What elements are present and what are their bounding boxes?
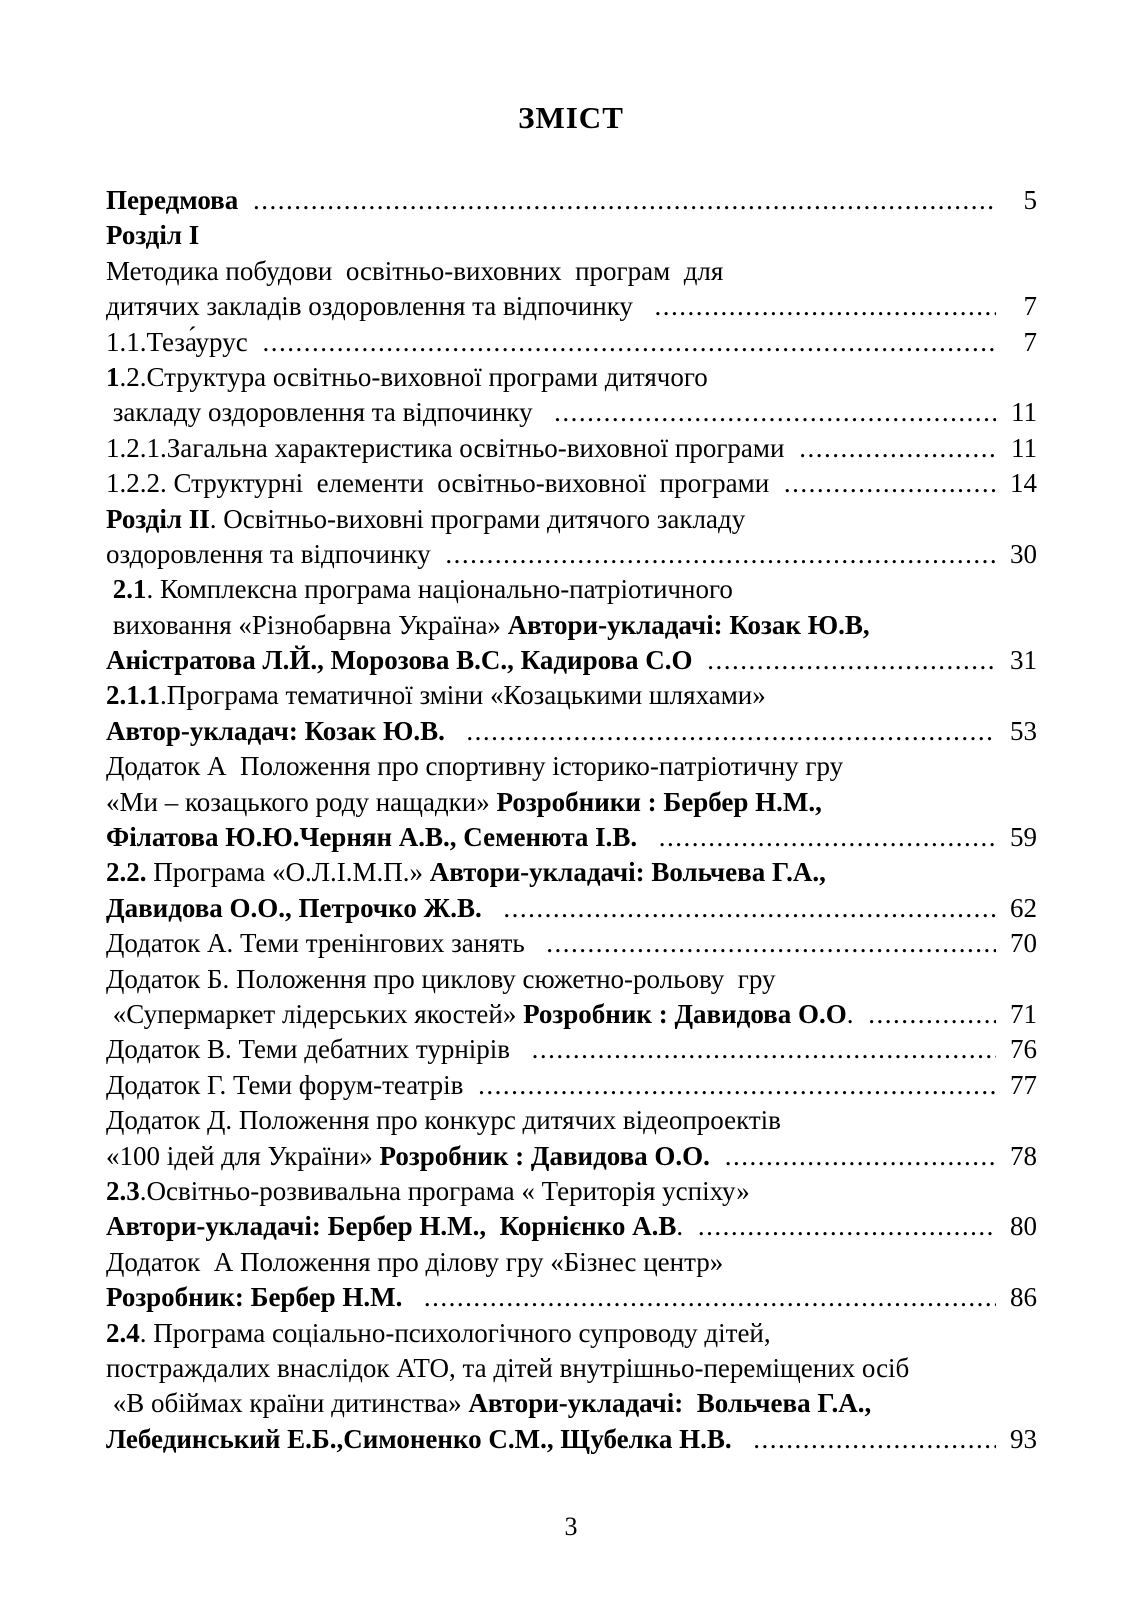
toc-page-number: 70 [1010,928,1037,959]
toc-entry-text: «100 ідей для України» Розробник : Давидова О.О. [106,1140,710,1171]
toc-entry-text: Додаток В. Теми дебатних турнірів [106,1034,524,1065]
dot-leader [659,820,996,855]
toc-entry [106,820,1037,855]
toc-entry-text: Давидова О.О., Петрочко Ж.В. [106,892,496,923]
toc-page-number: 62 [1010,892,1037,923]
toc-entry [106,1032,1037,1067]
dot-leader [503,891,996,926]
toc-entry-text: 1.1.Теза́урус [106,326,255,357]
toc-page-number: 76 [1010,1034,1037,1065]
dot-leader [725,1139,996,1174]
dot-leader [478,1068,996,1103]
dot-leader [253,183,996,218]
toc-page-number: 30 [1010,538,1037,569]
toc-entry-text: Передмова [106,185,245,215]
toc-page-number: 77 [1010,1069,1037,1100]
toc-entry-text: Додаток Д. Положення про конкурс дитячих відеопроектів [106,1105,781,1136]
toc-entry [106,1316,1037,1351]
toc-entry [106,678,1037,713]
dot-leader [698,1209,996,1244]
toc-entry [106,962,1037,997]
toc-entry-text: Автори-укладачі: Бербер Н.М., Корнієнко А.В. [106,1211,690,1242]
toc-entry-text: «В обіймах країни дитинства» Автори-укладачі: Вольчева Г.А., [106,1388,872,1419]
toc-entry [106,643,1037,678]
toc-entry-text: Розділ II. Освітньо-виховні програми дитячого закладу [106,503,746,534]
dot-leader [784,466,996,501]
toc-entry [106,1209,1037,1244]
toc-page-number: 7 [1023,291,1037,322]
toc-entry [106,466,1037,501]
toc-entry-text: Додаток А Положення про ділову гру «Бізнес центр» [106,1246,724,1277]
toc-entry-text: 1.2.1.Загальна характеристика освітньо-виховної програми [106,432,792,463]
toc-entry-text: дитячих закладів оздоровлення та відпочинку [106,291,647,322]
toc-entry [106,1386,1037,1421]
dot-leader [445,537,996,572]
toc-page-number: 78 [1010,1140,1037,1171]
toc-entry-text: 2.3.Освітньо-розвивальна програма « Територія успіху» [106,1175,750,1206]
toc-page-number: 59 [1010,822,1037,853]
toc-entry-text: Додаток А. Теми тренінгових занять [106,928,539,959]
toc-entry [106,785,1037,820]
toc-page-number: 14 [1010,468,1037,499]
toc-entry-text: Філатова Ю.Ю.Чернян А.В., Семенюта І.В. [106,822,651,853]
dot-leader [799,431,996,466]
toc-entry [106,502,1037,537]
toc-entry [106,1351,1037,1386]
toc-entry [106,714,1037,749]
toc-entry [106,325,1037,360]
page-title: ЗМІСТ [518,100,624,135]
toc-entry [106,1139,1037,1174]
toc-entry-text: 1.2.2. Структурні елементи освітньо-виховної програми [106,468,776,499]
toc-page-number: 31 [1010,645,1037,676]
toc-entry [106,537,1037,572]
toc-entry-text: «Супермаркет лідерських якостей» Розробник : Давидова О.О. [106,998,861,1029]
toc-entry [106,360,1037,395]
toc-entry-text: 2.1.1.Програма тематичної зміни «Козацькими шляхами» [106,680,766,711]
toc-entry-text: Додаток А Положення про спортивну історико-патріотичну гру [106,751,844,782]
dot-leader [753,1422,996,1457]
toc-entry [106,1280,1037,1315]
toc-page-number: 71 [1010,998,1037,1029]
toc-entry [106,254,1037,289]
toc-page-number: 5 [1023,185,1037,215]
toc-entry-text: Лебединський Е.Б.,Симоненко С.М., Щубелка Н.В. [106,1423,746,1454]
toc-page-number: 53 [1010,715,1037,746]
dot-leader [546,926,996,961]
toc-page-number: 93 [1010,1423,1037,1454]
dot-leader [424,1280,996,1315]
toc-entry-text: виховання «Різнобарвна Україна» Автори-укладачі: Козак Ю.В, [106,609,870,640]
toc-entry [106,218,1037,253]
toc-entry [106,1103,1037,1138]
toc-entry-text: Методика побудови освітньо-виховних програм для [106,255,724,286]
toc-entry [106,395,1037,430]
toc-list [106,183,1037,1457]
toc-entry-text: оздоровлення та відпочинку [106,538,438,569]
footer-page-number: 3 [564,1512,578,1541]
toc-entry-text: 1.2.Структура освітньо-виховної програми дитячого [106,361,708,392]
toc-page-number: 86 [1010,1282,1037,1313]
toc-entry-text: «Ми – козацького роду нащадки» Розробники : Бербер Н.М., [106,786,822,817]
toc-entry [106,289,1037,324]
toc-entry-text: закладу оздоровлення та відпочинку [106,397,547,428]
toc-entry [106,749,1037,784]
toc-entry-text: 2.1. Комплексна програма національно-патріотичного [106,574,733,605]
toc-entry [106,855,1037,890]
toc-entry [106,1068,1037,1103]
toc-entry [106,431,1037,466]
toc-entry-text: Розділ I [106,220,200,251]
toc-page-number: 7 [1023,326,1037,357]
toc-entry [106,1174,1037,1209]
toc-entry [106,891,1037,926]
dot-leader [262,325,996,360]
toc-entry-text: Додаток Б. Положення про циклову сюжетно-рольову гру [106,963,776,994]
toc-entry [106,1422,1037,1457]
toc-entry [106,183,1037,218]
dot-leader [554,395,996,430]
toc-entry-text: Аністратова Л.Й., Морозова В.С., Кадирова С.О [106,645,700,676]
toc-page-number: 11 [1011,432,1037,463]
dot-leader [707,643,996,678]
toc-page-number: 80 [1010,1211,1037,1242]
toc-entry-text: 2.2. Програма «О.Л.І.М.П.» Автори-укладачі: Вольчева Г.А., [106,857,826,888]
toc-entry [106,997,1037,1032]
toc-entry [106,1245,1037,1280]
toc-entry-text: Розробник: Бербер Н.М. [106,1282,416,1313]
toc-entry [106,572,1037,607]
toc-page-number: 11 [1011,397,1037,428]
toc-entry-text: Автор-укладач: Козак Ю.В. [106,715,459,746]
dot-leader [466,714,996,749]
toc-entry-text: 2.4. Програма соціально-психологічного супроводу дітей, [106,1317,771,1348]
dot-leader [654,289,996,324]
toc-entry [106,926,1037,961]
toc-entry-text: постраждалих внаслідок АТО, та дітей внутрішньо-переміщених осіб [106,1352,910,1383]
dot-leader [868,997,996,1032]
dot-leader [532,1032,996,1067]
toc-entry-text: Додаток Г. Теми форум-театрів [106,1069,471,1100]
toc-entry [106,608,1037,643]
